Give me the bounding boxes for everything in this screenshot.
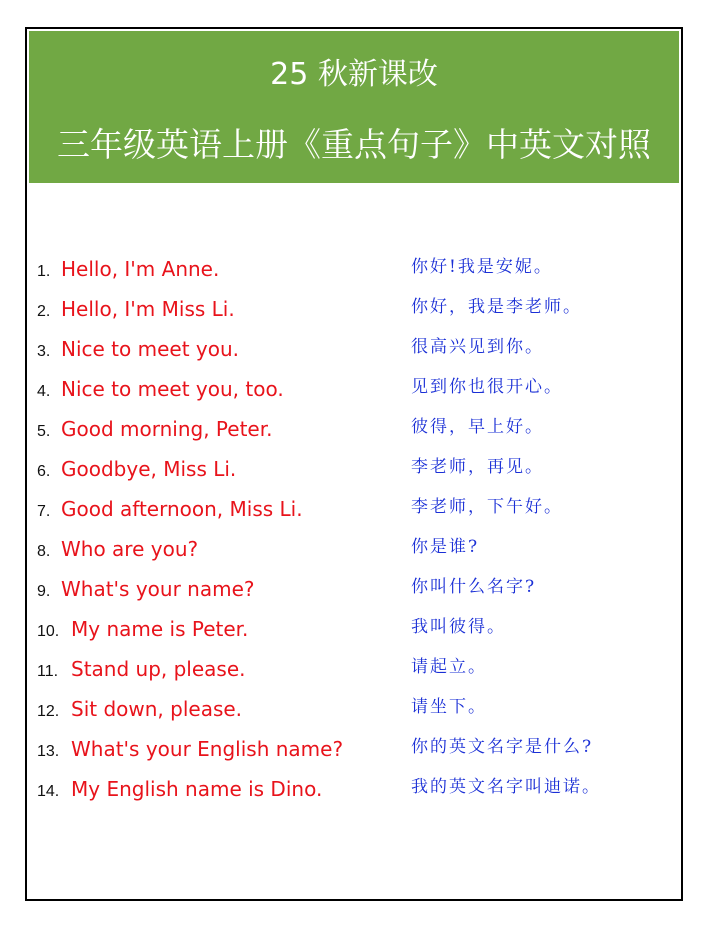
sentence-number: 1. [37, 263, 51, 280]
sentence-number: 3. [37, 343, 51, 360]
sentence-number: 7. [37, 503, 51, 520]
chinese-translation: 彼得，早上好。 [411, 417, 544, 437]
sentence-number: 13. [37, 743, 60, 760]
document-frame [25, 27, 683, 901]
english-sentence: Stand up, please. [71, 657, 246, 681]
chinese-translation: 见到你也很开心。 [411, 377, 563, 397]
english-sentence: Good afternoon, Miss Li. [61, 497, 303, 521]
sentence-row [37, 451, 677, 485]
sentence-row [37, 491, 677, 525]
english-sentence: Nice to meet you. [61, 337, 240, 361]
chinese-translation: 你好，我是李老师。 [411, 297, 582, 317]
english-sentence: What's your English name? [71, 737, 344, 761]
sentence-number: 14. [37, 783, 60, 800]
english-sentence: Who are you? [61, 537, 199, 561]
sentence-number: 11. [37, 663, 59, 680]
sentence-number: 2. [37, 303, 51, 320]
sentence-row [37, 571, 677, 605]
sentence-row [37, 291, 677, 325]
title-line-1: 25 秋新课改 [270, 57, 438, 92]
chinese-translation: 我的英文名字叫迪诺。 [411, 777, 601, 797]
sentence-row [37, 531, 677, 565]
sentence-row [37, 771, 677, 805]
chinese-translation: 我叫彼得。 [411, 617, 506, 637]
sentence-row [37, 691, 677, 725]
english-sentence: Sit down, please. [71, 697, 243, 721]
chinese-translation: 李老师，下午好。 [411, 497, 563, 517]
sentence-row [37, 331, 677, 365]
english-sentence: My name is Peter. [71, 617, 249, 641]
sentence-number: 12. [37, 703, 60, 720]
english-sentence: Good morning, Peter. [61, 417, 273, 441]
chinese-translation: 请起立。 [411, 657, 487, 677]
english-sentence: Goodbye, Miss Li. [61, 457, 237, 481]
sentence-number: 10. [37, 623, 60, 640]
sentence-row [37, 411, 677, 445]
english-sentence: Hello, I'm Miss Li. [61, 297, 235, 321]
chinese-translation: 请坐下。 [411, 697, 487, 717]
chinese-translation: 你的英文名字是什么? [411, 737, 594, 757]
sentence-row [37, 611, 677, 645]
chinese-translation: 你叫什么名字? [411, 577, 537, 597]
english-sentence: Nice to meet you, too. [61, 377, 284, 401]
sentence-number: 4. [37, 383, 51, 400]
sentence-row [37, 731, 677, 765]
sentence-list [27, 29, 681, 899]
sentence-row [37, 651, 677, 685]
sentence-number: 6. [37, 463, 51, 480]
sentence-number: 8. [37, 543, 51, 560]
sentence-number: 9. [37, 583, 51, 600]
english-sentence: My English name is Dino. [71, 777, 323, 801]
chinese-translation: 李老师，再见。 [411, 457, 544, 477]
sentence-row [37, 371, 677, 405]
sentence-number: 5. [37, 423, 51, 440]
english-sentence: Hello, I'm Anne. [61, 257, 220, 281]
chinese-translation: 你是谁? [411, 537, 480, 557]
title-line-2: 三年级英语上册《重点句子》中英文对照 [57, 125, 651, 164]
chinese-translation: 很高兴见到你。 [411, 337, 544, 357]
sentence-row [37, 251, 677, 285]
english-sentence: What's your name? [61, 577, 255, 601]
chinese-translation: 你好!我是安妮。 [411, 257, 553, 277]
